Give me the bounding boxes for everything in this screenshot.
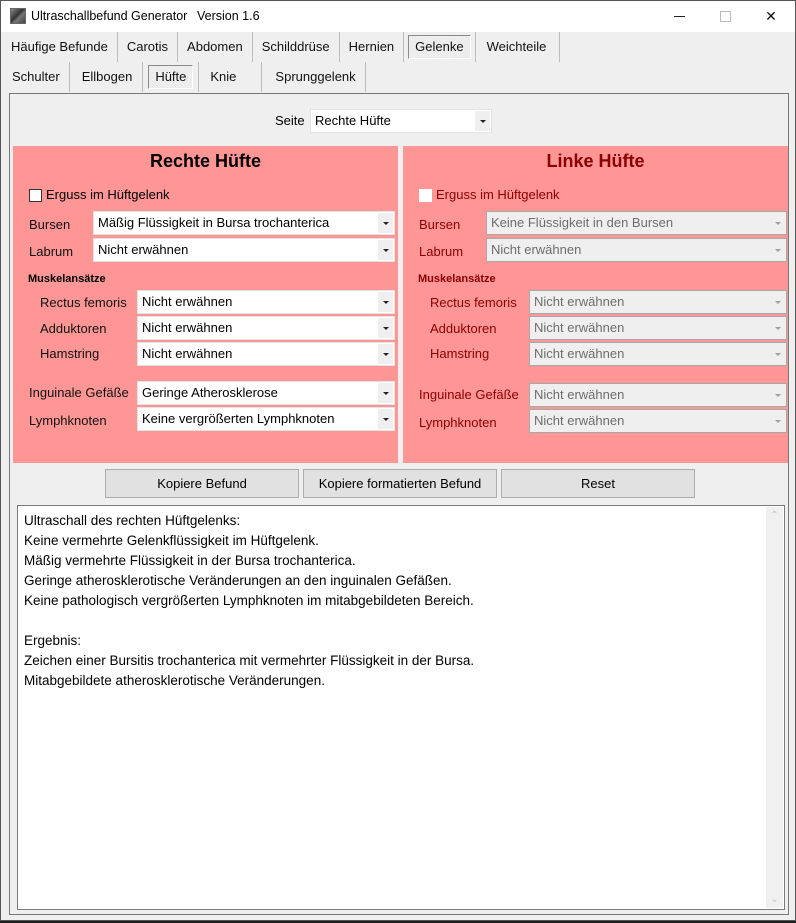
chevron-down-icon bbox=[378, 292, 393, 312]
gefaesse-label-right: Inguinale Gefäße bbox=[29, 385, 129, 400]
tab-haeufige-befunde[interactable]: Häufige Befunde bbox=[1, 32, 118, 62]
sub-tab-bar bbox=[1, 62, 366, 92]
copy-report-button[interactable]: Kopiere Befund bbox=[105, 469, 299, 498]
tab-hernien[interactable]: Hernien bbox=[340, 32, 405, 62]
rectus-select-left: Nicht erwähnen bbox=[529, 290, 787, 314]
seite-select[interactable]: Rechte Hüfte bbox=[310, 109, 492, 133]
close-button[interactable] bbox=[748, 1, 794, 32]
adduktoren-label-left: Adduktoren bbox=[430, 321, 497, 336]
rectus-label-left: Rectus femoris bbox=[430, 295, 517, 310]
chevron-down-icon bbox=[378, 240, 393, 260]
reset-button[interactable]: Reset bbox=[501, 469, 695, 498]
left-hip-title: Linke Hüfte bbox=[546, 151, 645, 171]
labrum-select-left: Nicht erwähnen bbox=[486, 238, 787, 262]
hamstring-select-right[interactable]: Nicht erwähnen bbox=[137, 342, 395, 366]
window-title: Ultraschallbefund Generator bbox=[31, 9, 188, 23]
tab-knie[interactable]: Knie bbox=[199, 62, 262, 92]
adduktoren-label-right: Adduktoren bbox=[40, 321, 107, 336]
lymph-select-left: Nicht erwähnen bbox=[529, 409, 787, 433]
scroll-up-icon[interactable]: ⌃ bbox=[770, 510, 779, 521]
seite-label: Seite bbox=[275, 113, 305, 128]
bursen-select-right[interactable]: Mäßig Flüssigkeit in Bursa trochanterica bbox=[93, 211, 395, 235]
tab-weichteile[interactable]: Weichteile bbox=[476, 32, 561, 62]
content-frame bbox=[9, 93, 789, 915]
chevron-down-icon bbox=[378, 344, 393, 364]
scroll-down-icon[interactable]: ⌄ bbox=[770, 894, 779, 905]
vertical-scrollbar[interactable] bbox=[766, 507, 783, 908]
gefaesse-select-left: Nicht erwähnen bbox=[529, 383, 787, 407]
maximize-icon bbox=[720, 11, 731, 22]
muskelansaetze-heading-left: Muskelansätze bbox=[418, 273, 496, 285]
lymph-label-right: Lymphknoten bbox=[29, 413, 107, 428]
erguss-label-right: Erguss im Hüftgelenk bbox=[46, 187, 170, 202]
chevron-down-icon bbox=[378, 383, 393, 403]
chevron-down-icon bbox=[770, 411, 785, 431]
window-version: Version 1.6 bbox=[197, 9, 260, 23]
chevron-down-icon bbox=[770, 213, 785, 233]
minimize-icon bbox=[674, 16, 685, 17]
chevron-down-icon bbox=[378, 318, 393, 338]
chevron-down-icon bbox=[378, 213, 393, 233]
chevron-down-icon bbox=[770, 344, 785, 364]
tab-huefte[interactable]: Hüfte bbox=[143, 62, 199, 92]
rectus-select-right[interactable]: Nicht erwähnen bbox=[137, 290, 395, 314]
adduktoren-select-left: Nicht erwähnen bbox=[529, 316, 787, 340]
report-output[interactable] bbox=[17, 505, 785, 910]
left-hip-panel bbox=[403, 146, 788, 463]
tab-ellbogen[interactable]: Ellbogen bbox=[70, 62, 144, 92]
labrum-label-right: Labrum bbox=[29, 244, 74, 259]
chevron-down-icon bbox=[770, 292, 785, 312]
lymph-select-right[interactable]: Keine vergrößerten Lymphknoten bbox=[137, 407, 395, 431]
right-hip-panel bbox=[13, 146, 398, 463]
right-hip-title: Rechte Hüfte bbox=[149, 151, 261, 171]
gefaesse-label-left: Inguinale Gefäße bbox=[419, 387, 519, 402]
tab-sprunggelenk[interactable]: Sprunggelenk bbox=[262, 62, 365, 92]
rectus-label-right: Rectus femoris bbox=[40, 295, 127, 310]
chevron-down-icon bbox=[770, 318, 785, 338]
tab-schilddruese[interactable]: Schilddrüse bbox=[253, 32, 340, 62]
tab-gelenke[interactable]: Gelenke bbox=[404, 32, 475, 62]
bursen-select-left: Keine Flüssigkeit in den Bursen bbox=[486, 211, 787, 235]
close-icon: ✕ bbox=[765, 8, 777, 24]
app-icon bbox=[10, 8, 26, 24]
copy-formatted-report-button[interactable]: Kopiere formatierten Befund bbox=[303, 469, 497, 498]
chevron-down-icon bbox=[378, 409, 393, 429]
minimize-button[interactable] bbox=[656, 1, 702, 32]
tab-schulter[interactable]: Schulter bbox=[1, 62, 70, 92]
erguss-label-left: Erguss im Hüftgelenk bbox=[436, 187, 560, 202]
erguss-checkbox-right[interactable] bbox=[29, 189, 42, 202]
hamstring-label-left: Hamstring bbox=[430, 346, 490, 361]
main-tab-bar bbox=[1, 32, 560, 62]
adduktoren-select-right[interactable]: Nicht erwähnen bbox=[137, 316, 395, 340]
tab-carotis[interactable]: Carotis bbox=[118, 32, 178, 62]
chevron-down-icon bbox=[770, 385, 785, 405]
chevron-down-icon bbox=[770, 240, 785, 260]
gefaesse-select-right[interactable]: Geringe Atherosklerose bbox=[137, 381, 395, 405]
chevron-down-icon bbox=[475, 111, 490, 131]
tab-abdomen[interactable]: Abdomen bbox=[178, 32, 253, 62]
report-text[interactable]: Ultraschall des rechten Hüftgelenks: Keine vermehrte Gelenkflüssigkeit im Hüftgelenk. Mäßig vermehrte Flüssigkeit in der Bursa trochanterica. Geringe atherosklerotische Veränderungen an den inguinalen Gefäßen. Keine pathologisch vergrößerten Lymphknoten im mitabgebildeten Bereich. Ergebnis: Zeichen einer Bursitis trochanterica mit vermehrter Flüssigkeit in der Bursa. Mitabgebildete atherosklerotische Veränderungen. bbox=[24, 513, 475, 688]
title-bar[interactable] bbox=[1, 1, 795, 32]
maximize-button[interactable] bbox=[702, 1, 748, 32]
erguss-checkbox-left bbox=[419, 189, 432, 202]
hamstring-label-right: Hamstring bbox=[40, 346, 100, 361]
labrum-label-left: Labrum bbox=[419, 244, 464, 259]
muskelansaetze-heading-right: Muskelansätze bbox=[28, 273, 106, 285]
hamstring-select-left: Nicht erwähnen bbox=[529, 342, 787, 366]
lymph-label-left: Lymphknoten bbox=[419, 415, 497, 430]
bursen-label-right: Bursen bbox=[29, 217, 71, 232]
bursen-label-left: Bursen bbox=[419, 217, 461, 232]
labrum-select-right[interactable]: Nicht erwähnen bbox=[93, 238, 395, 262]
